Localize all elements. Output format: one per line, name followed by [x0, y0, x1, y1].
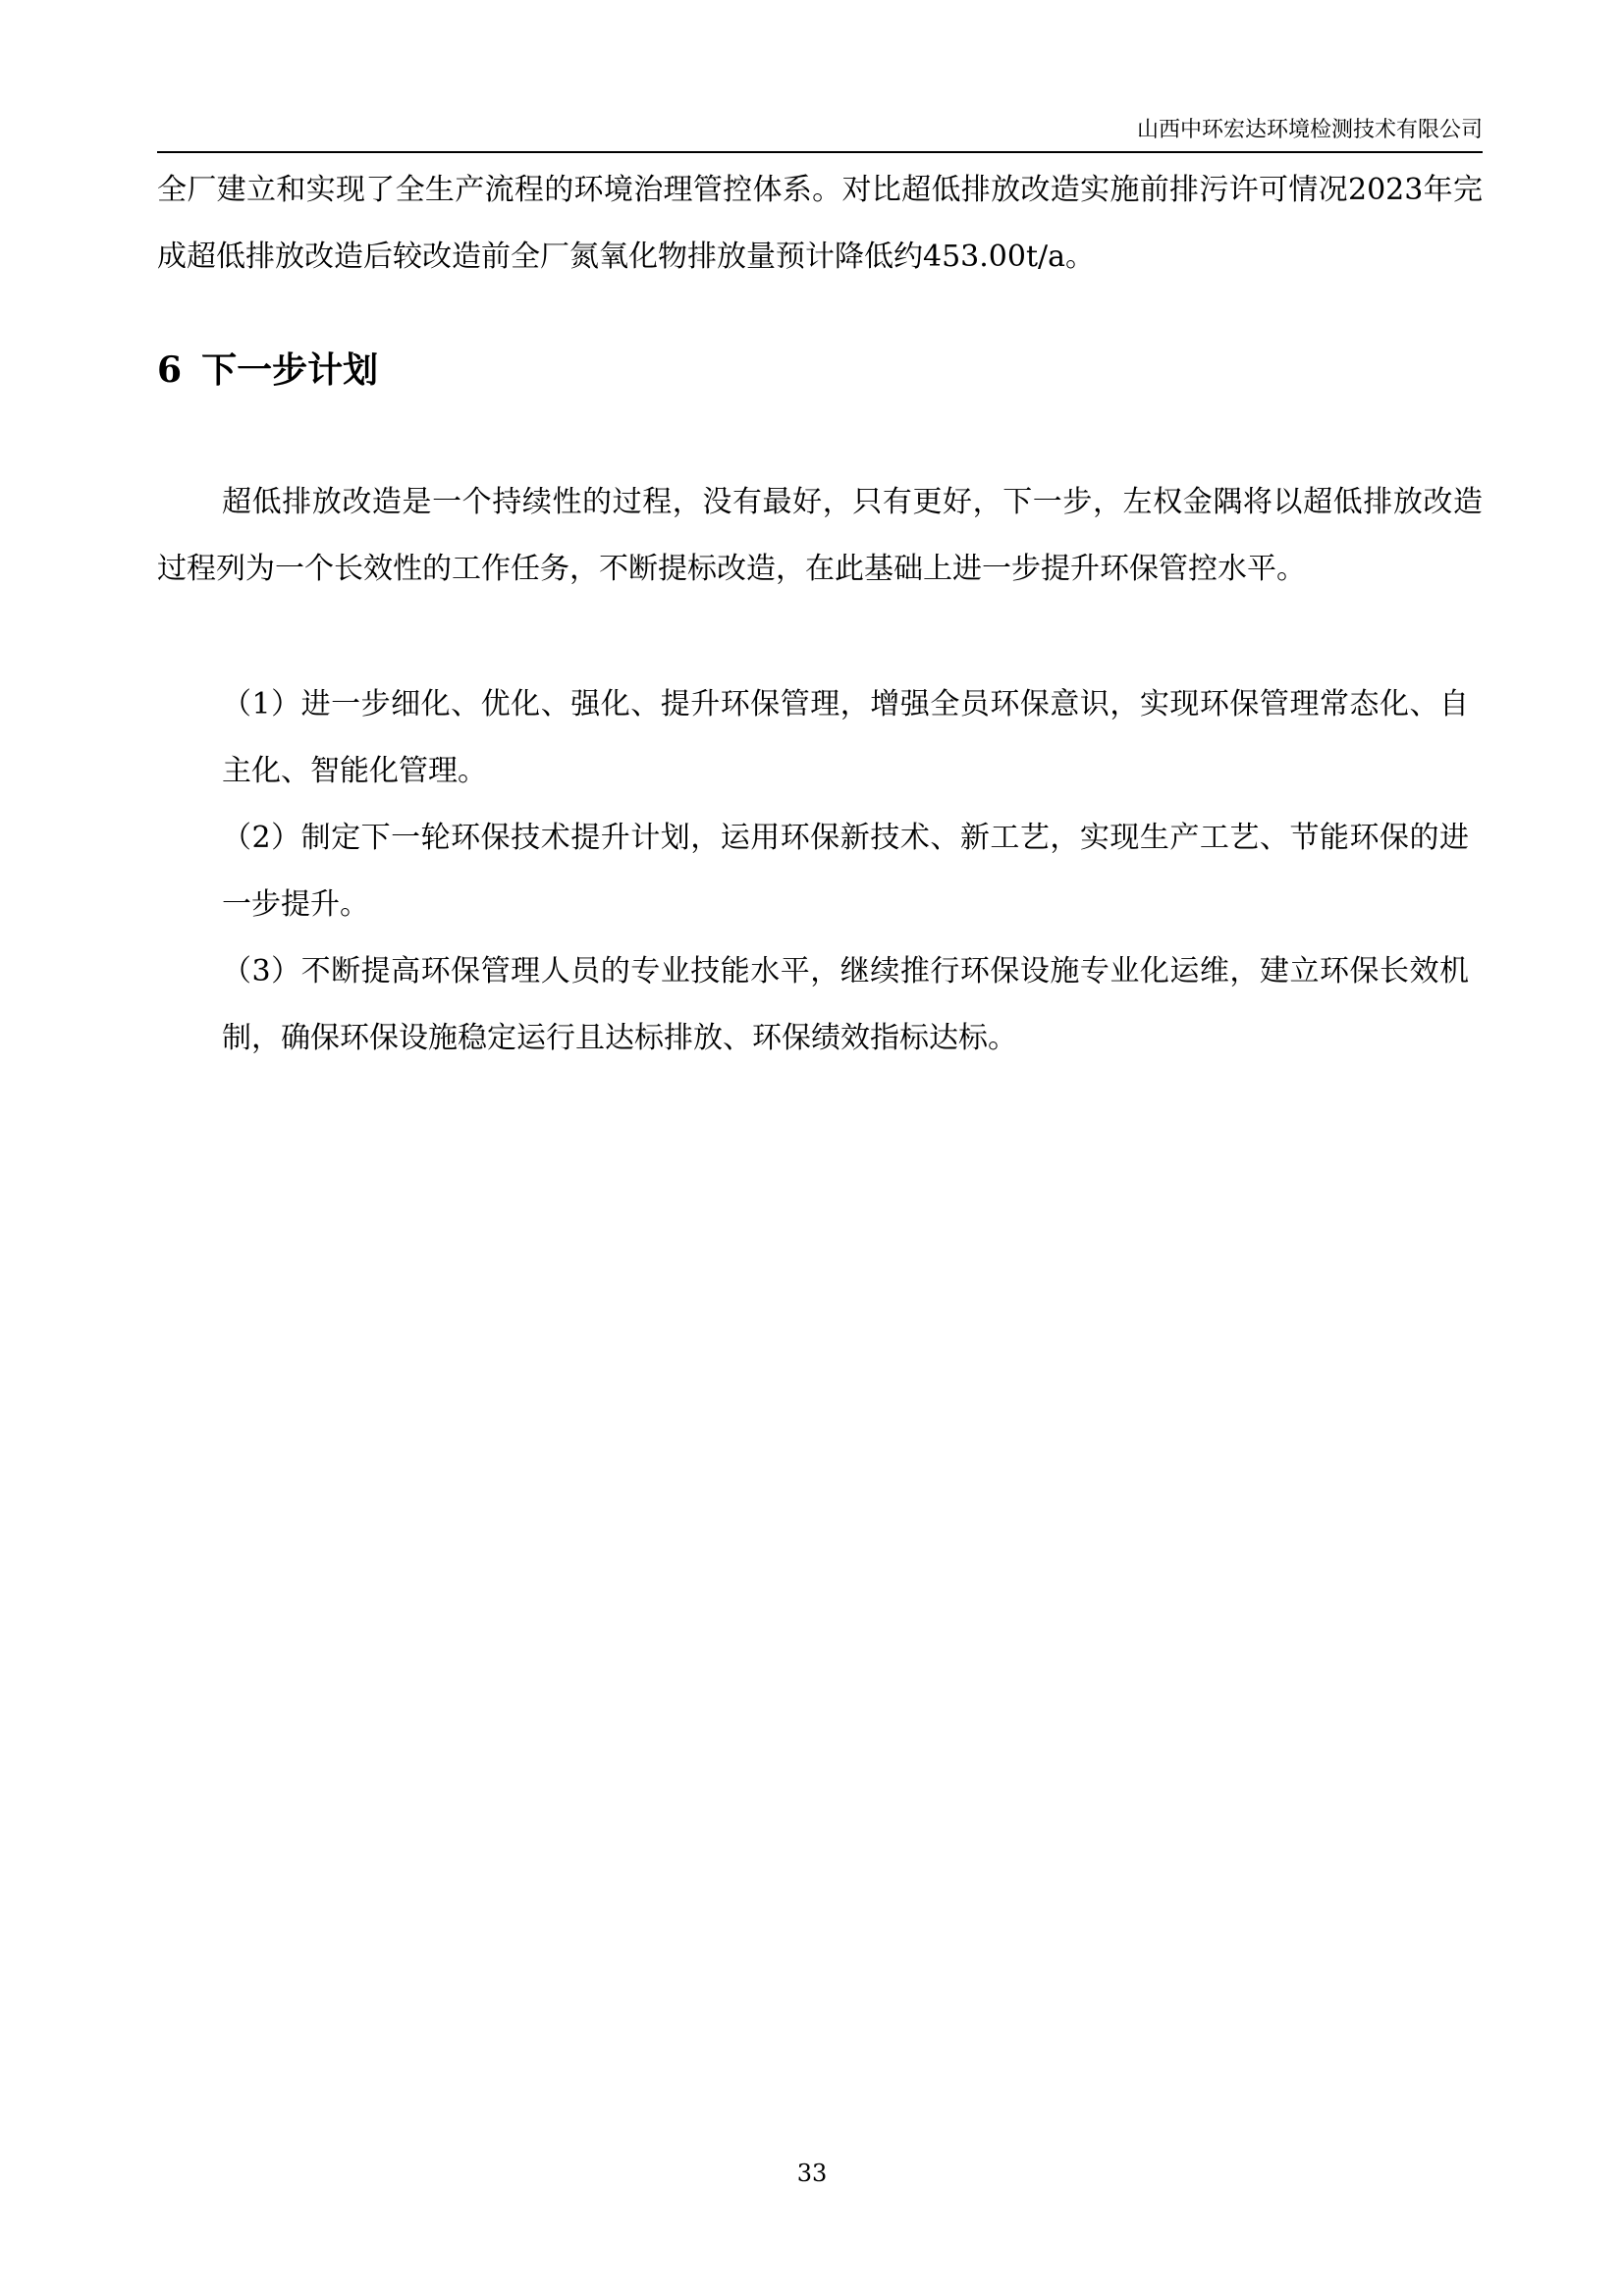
plan-item: （2）制定下一轮环保技术提升计划，运用环保新技术、新工艺，实现生产工艺、节能环保的进一步提升。	[222, 821, 1469, 922]
header-company-name: 山西中环宏达环境检测技术有限公司	[1136, 118, 1483, 142]
section-number: 6	[157, 349, 183, 391]
page-number: 33	[796, 2160, 828, 2187]
plan-list	[222, 671, 1469, 1072]
intro-paragraph: 超低排放改造是一个持续性的过程，没有最好，只有更好，下一步，左权金隅将以超低排放改造过程列为一个长效性的工作任务，不断提标改造，在此基础上进一步提升环保管控水平。	[157, 485, 1483, 586]
page-header	[157, 116, 1483, 153]
plan-item: （3）不断提高环保管理人员的专业技能水平，继续推行环保设施专业化运维，建立环保长效机制，确保环保设施稳定运行且达标排放、环保绩效指标达标。	[222, 954, 1469, 1055]
section-heading	[157, 346, 378, 395]
section-title: 下一步计划	[201, 349, 379, 391]
plan-item: （1）进一步细化、优化、强化、提升环保管理，增强全员环保意识，实现环保管理常态化、自主化、智能化管理。	[222, 687, 1469, 788]
continuation-paragraph: 全厂建立和实现了全生产流程的环境治理管控体系。对比超低排放改造实施前排污许可情况2023年完成超低排放改造后较改造前全厂氮氧化物排放量预计降低约453.00t/a。	[157, 173, 1483, 274]
